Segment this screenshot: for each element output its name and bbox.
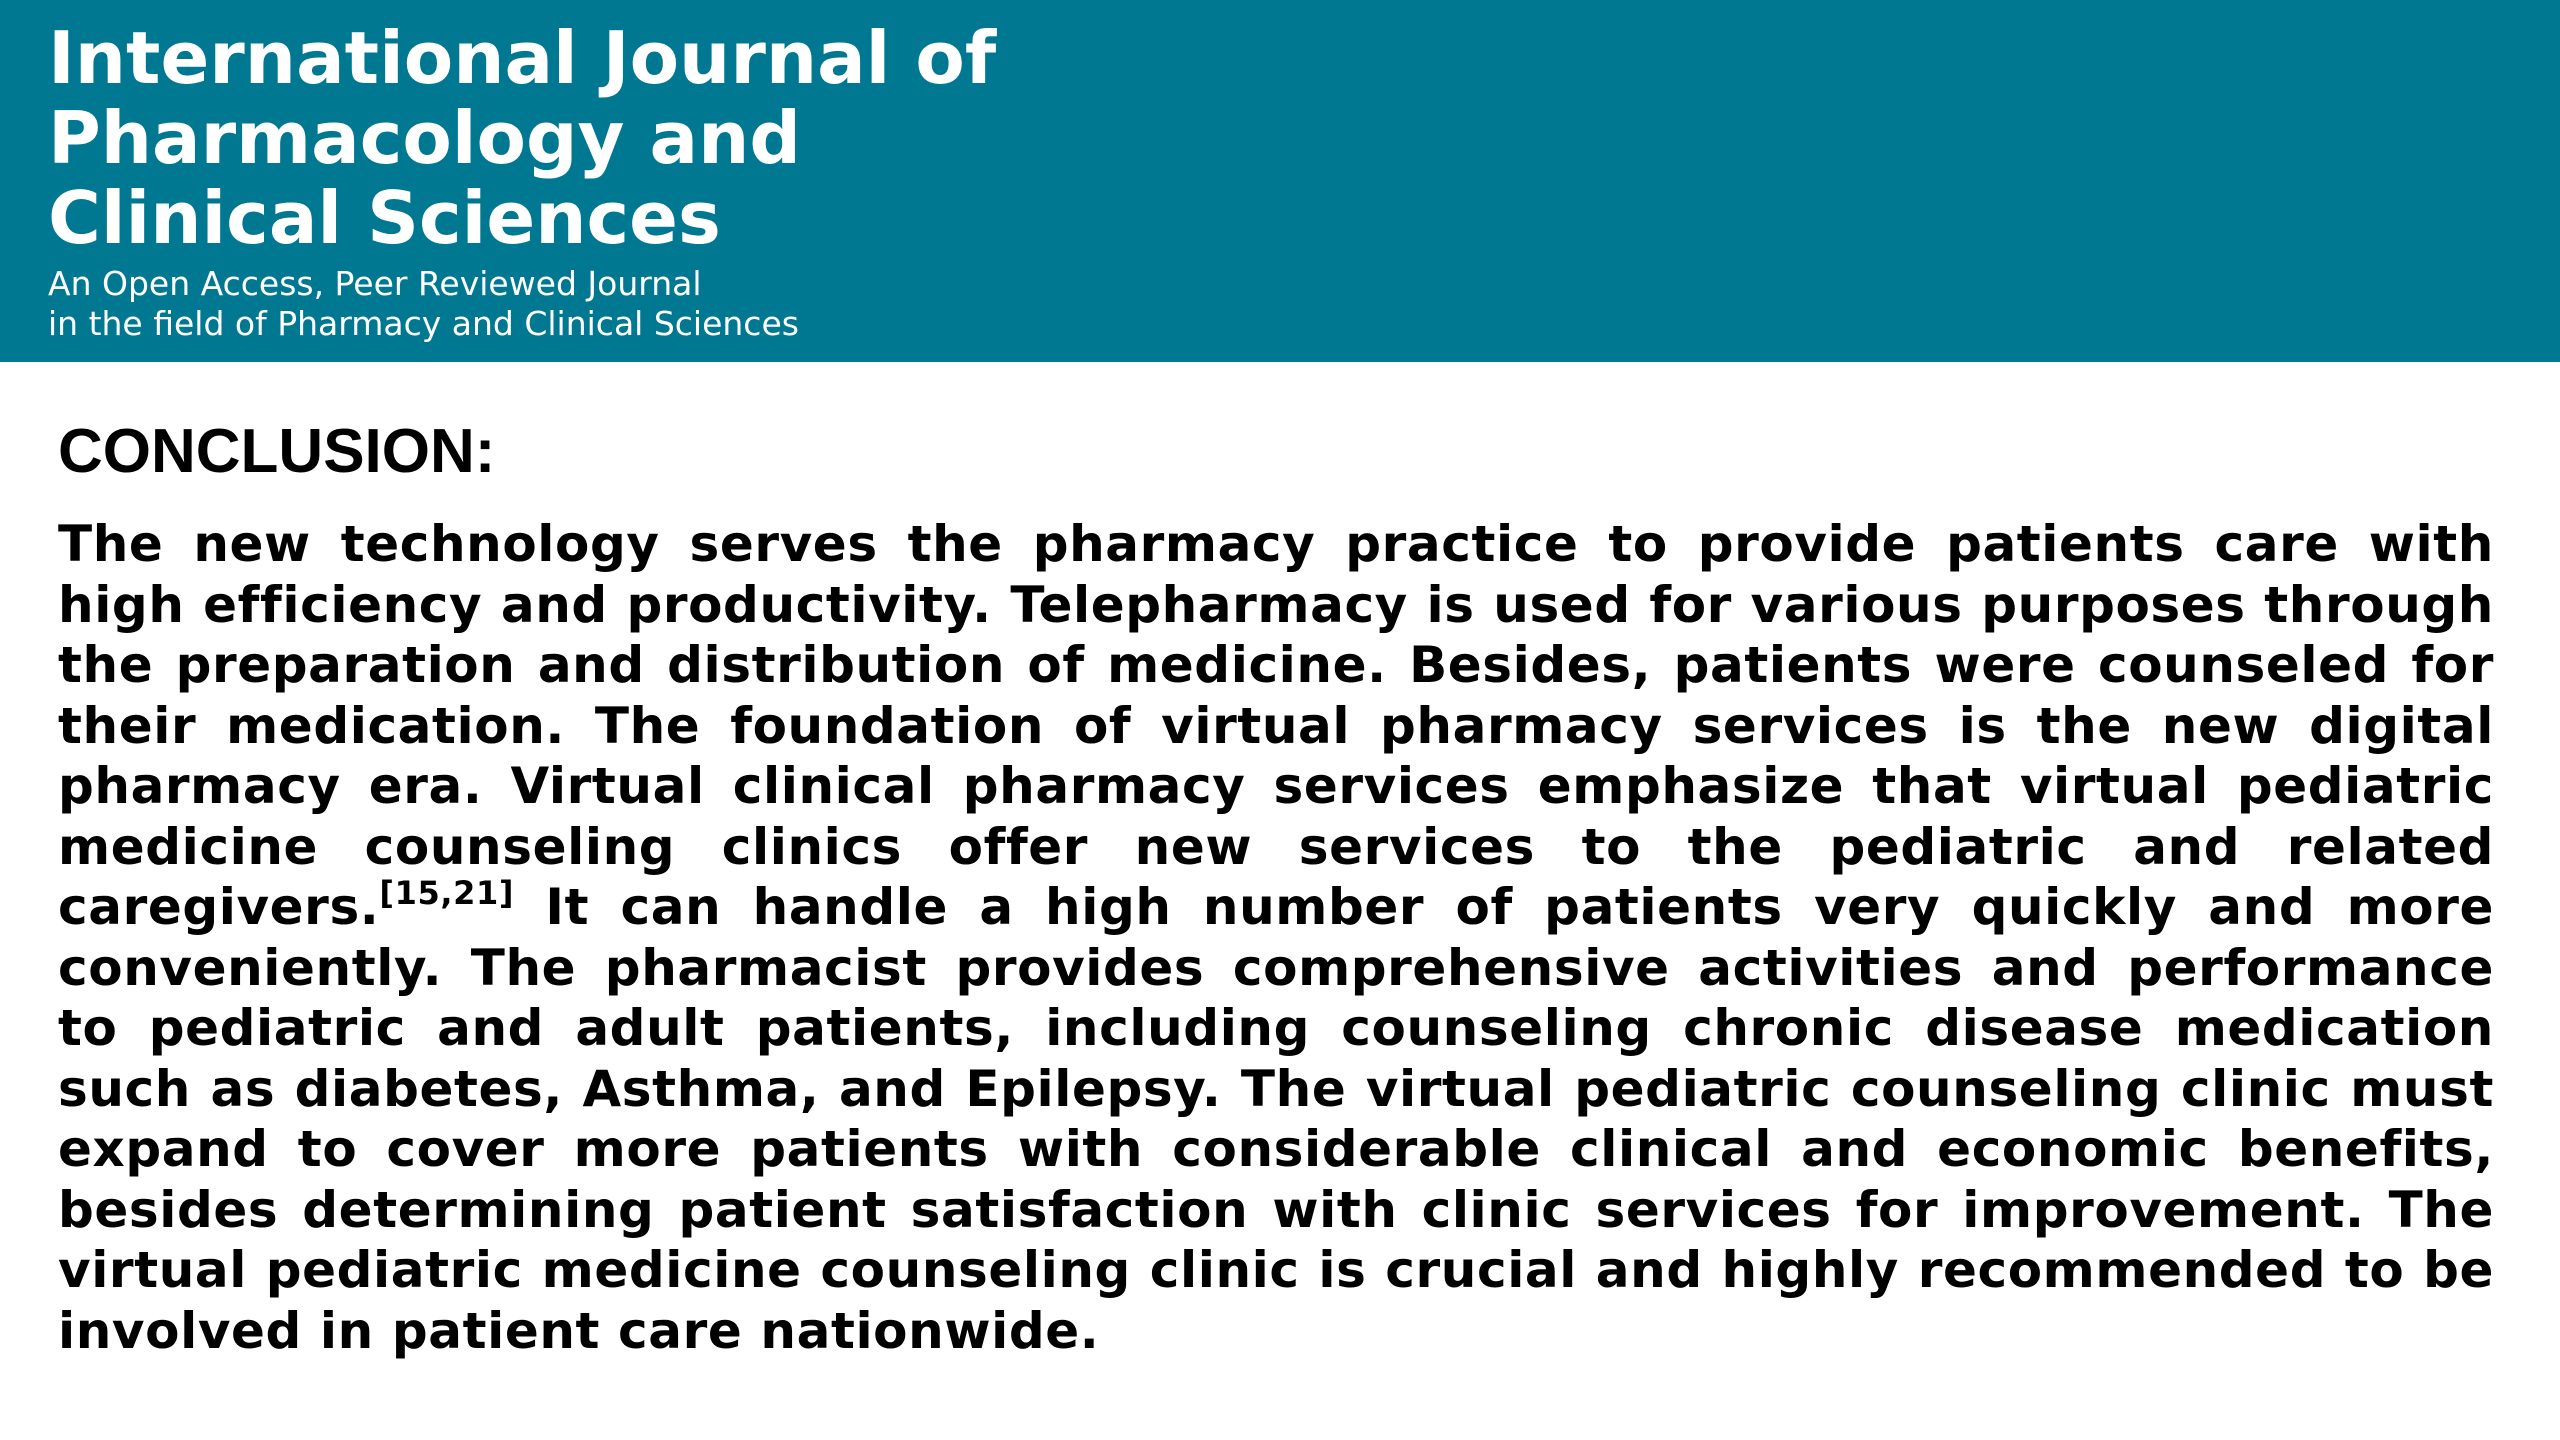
journal-title-line-3: Clinical Sciences — [48, 176, 721, 260]
journal-subtitle-line-1: An Open Access, Peer Reviewed Journal — [48, 264, 702, 303]
journal-title-line-1: International Journal of — [48, 16, 997, 100]
paragraph-part-2: It can handle a high number of patients very quickly and more conveniently. The pharmacist provides comprehensive activities and performance to pediatric and adult patients, including counseling chronic disease medication such as diabetes, Asthma, and Epilepsy. The virtual pediatric counseling clinic must expand to cover more patients with considerable clinical and economic benefits, besides determining patient satisfaction with clinic services for improvement. The virtual pediatric medicine counseling clinic is crucial and highly recommended to be involved in patient care nationwide. — [58, 878, 2494, 1360]
conclusion-paragraph — [58, 514, 2494, 1361]
citation-superscript: [15,21] — [379, 874, 515, 912]
journal-subtitle — [48, 264, 799, 344]
journal-title-line-2: Pharmacology and — [48, 96, 801, 180]
paragraph-part-1: The new technology serves the pharmacy practice to provide patients care with high efficiency and productivity. Telepharmacy is used for various purposes through the preparation and distribution of medicine. Besides, patients were counseled for their medication. The foundation of virtual pharmacy services is the new digital pharmacy era. Virtual clinical pharmacy services emphasize that virtual pediatric medicine counseling clinics offer new services to the pediatric and related caregivers. — [58, 515, 2494, 936]
journal-subtitle-line-2: in the field of Pharmacy and Clinical Sciences — [48, 304, 799, 343]
journal-header-banner — [0, 0, 2560, 362]
journal-title — [48, 18, 996, 258]
section-heading: CONCLUSION: — [58, 417, 496, 486]
